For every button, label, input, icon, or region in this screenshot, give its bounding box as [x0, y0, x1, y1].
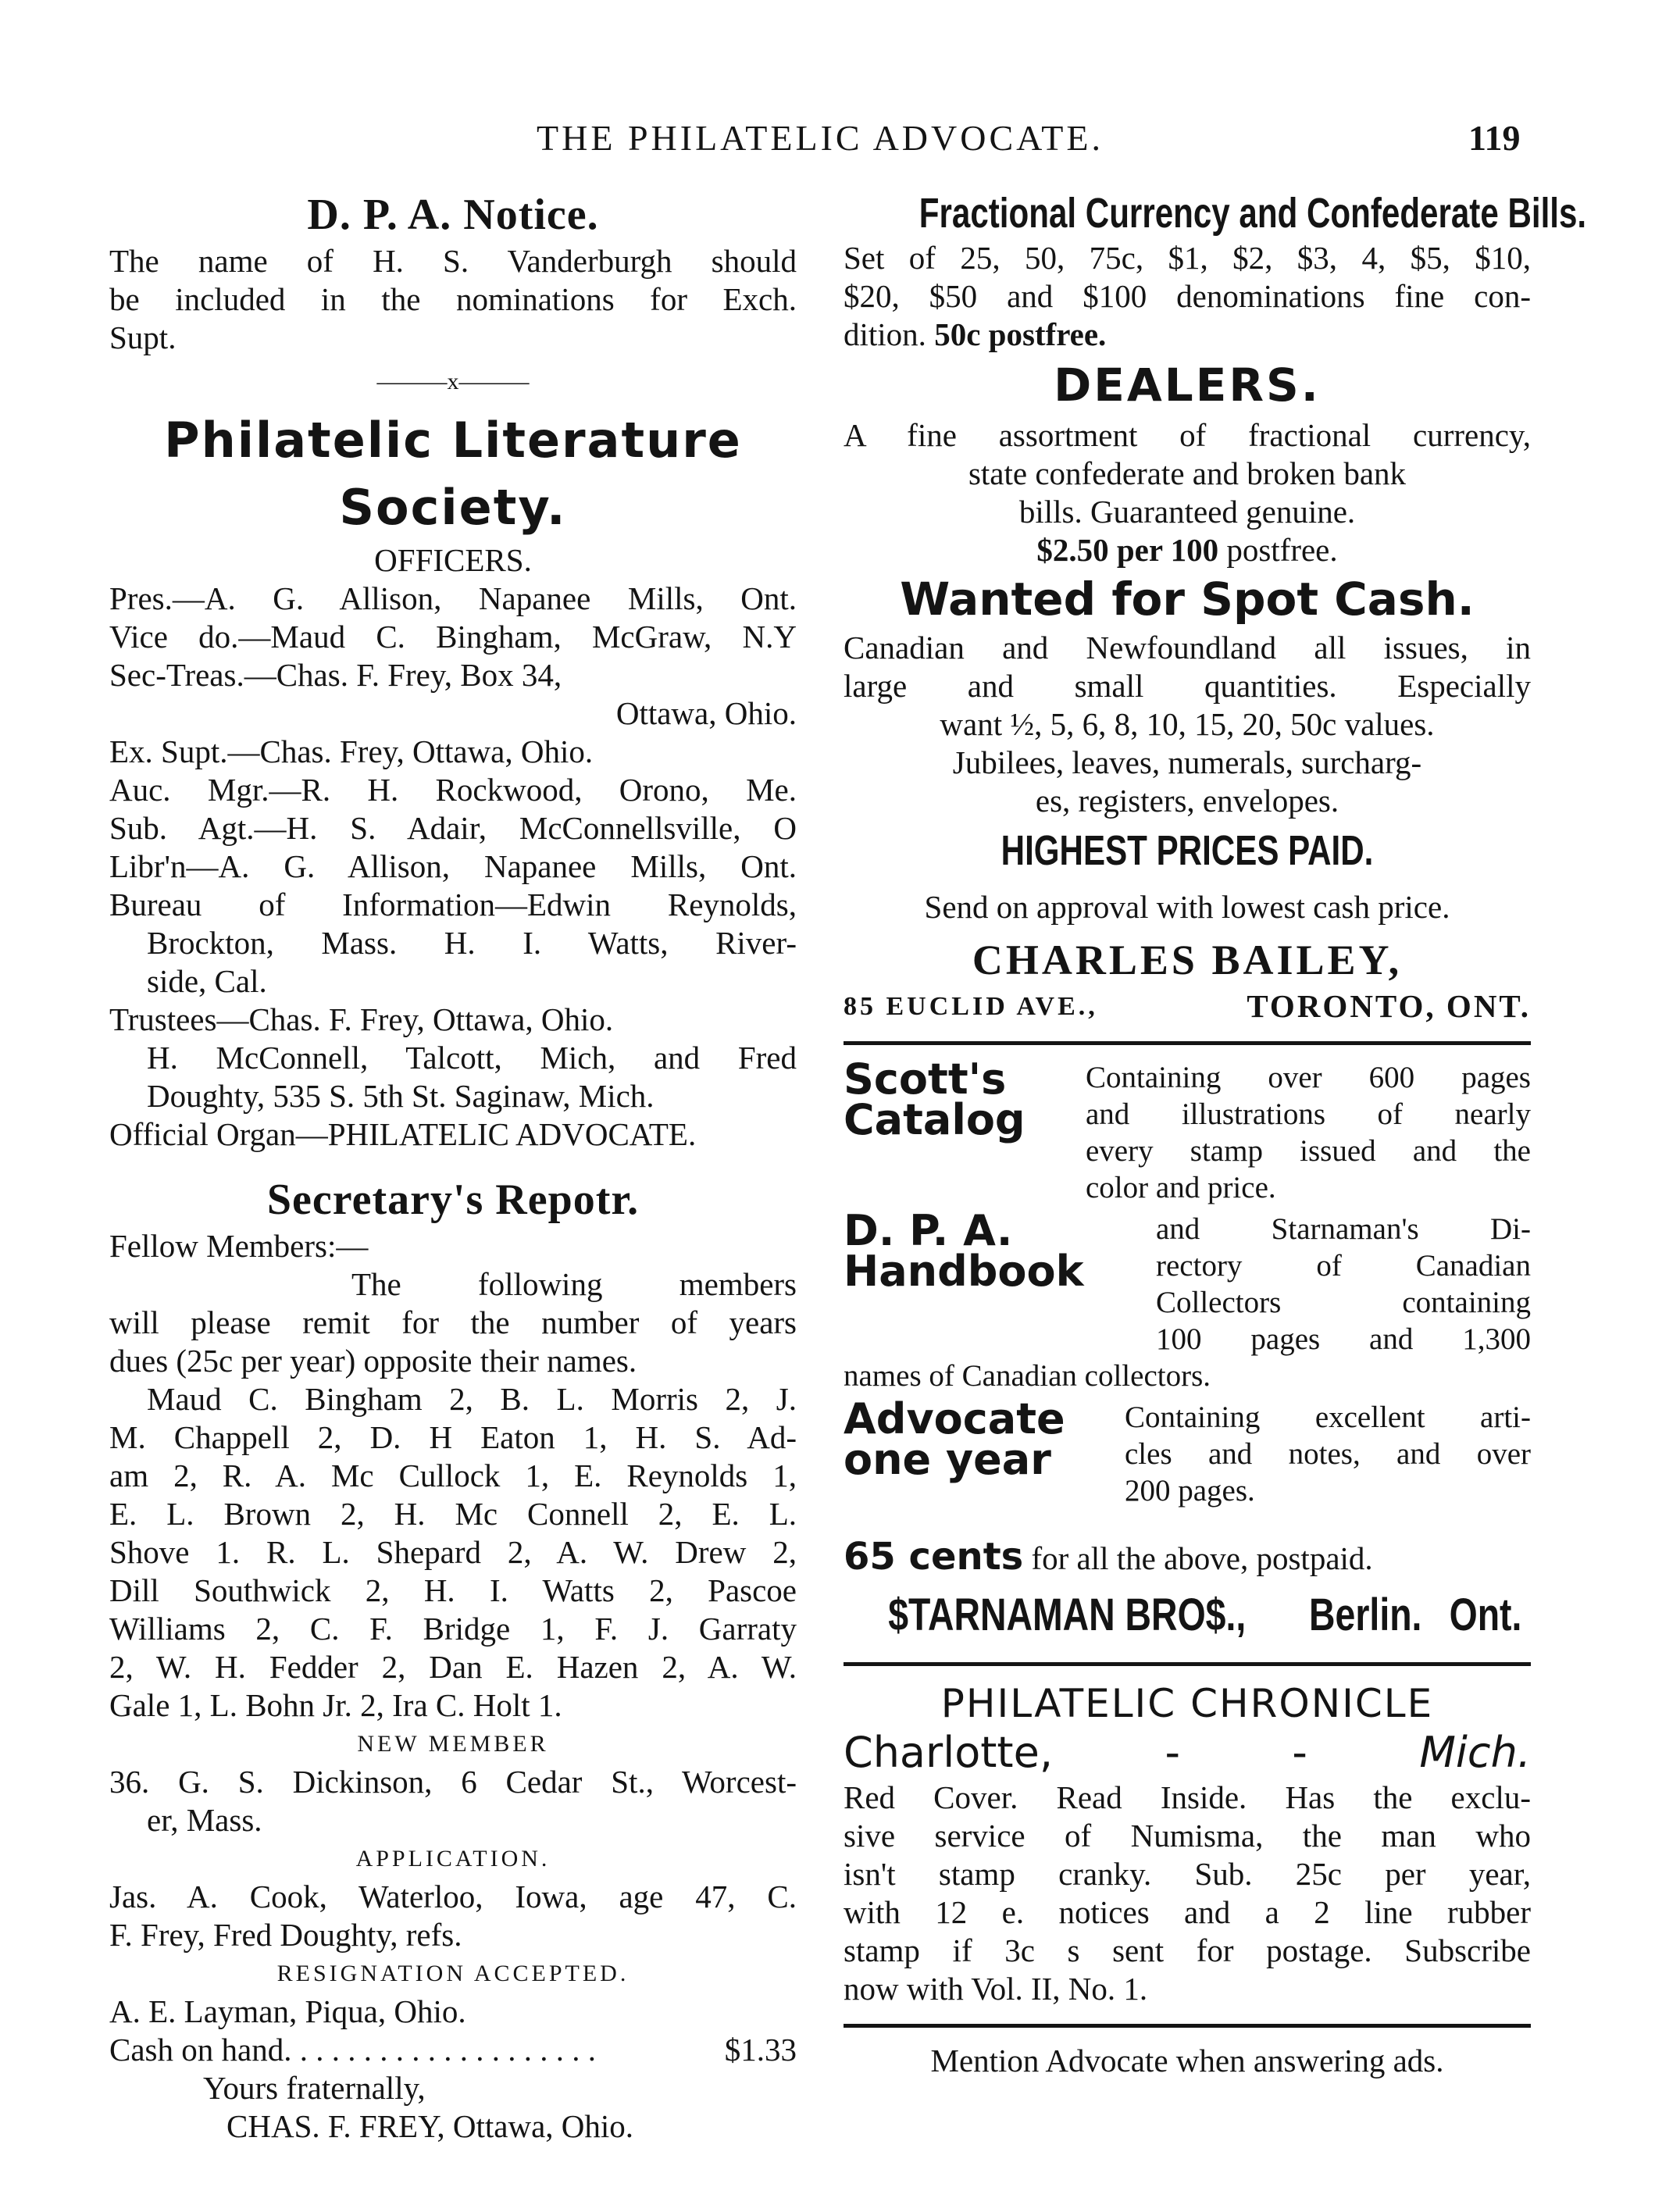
- chronicle-dash: -: [1165, 1728, 1180, 1777]
- dealers-title: DEALERS.: [1054, 359, 1321, 412]
- dpa-label: [844, 1206, 1084, 1296]
- officers-heading: OFFICERS.: [374, 542, 532, 578]
- chronicle-city: Charlotte,: [844, 1728, 1053, 1777]
- advocate-label: [844, 1394, 1065, 1484]
- chronicle-line: now with Vol. II, No. 1.: [844, 1971, 1148, 2007]
- chronicle-state: Mich.: [1419, 1728, 1531, 1777]
- offer-text: for all the above, postpaid.: [1031, 1540, 1373, 1576]
- dpa-ad: [844, 1206, 1531, 1358]
- dpa-text: [1156, 1211, 1531, 1358]
- right-column: [844, 187, 1587, 2080]
- officer-line: Vice do.—Maud C. Bingham, McGraw, N.Y: [109, 619, 797, 655]
- starnaman-city: Berlin.: [1309, 1590, 1422, 1640]
- report-line: Maud C. Bingham 2, B. L. Morris 2, J.: [147, 1381, 797, 1417]
- divider: [844, 1041, 1531, 1045]
- divider: [844, 2024, 1531, 2028]
- report-line: Dill Southwick 2, H. I. Watts 2, Pascoe: [109, 1572, 797, 1608]
- advocate-label-line: Advocate: [844, 1394, 1065, 1443]
- dealers-line: bills. Guaranteed genuine.: [1018, 494, 1356, 530]
- approval-line: Send on approval with lowest cash price.: [924, 889, 1450, 925]
- dealers-price: $2.50 per 100: [1036, 532, 1219, 568]
- chronicle-line: isn't stamp cranky. Sub. 25c per year,: [844, 1856, 1531, 1892]
- dpa-tail: names of Canadian collectors.: [844, 1359, 1211, 1393]
- starnaman-prov: Ont.: [1449, 1590, 1522, 1640]
- advocate-line: cles and notes, and over: [1125, 1437, 1531, 1471]
- application-line: Jas. A. Cook, Waterloo, Iowa, age 47, C.: [109, 1879, 797, 1914]
- cash-value: $1.33: [724, 2032, 797, 2068]
- officer-line: Doughty, 535 S. 5th St. Saginaw, Mich.: [147, 1078, 655, 1114]
- advocate-label-line: one year: [844, 1435, 1051, 1484]
- separator: ———x———: [376, 369, 530, 394]
- scotts-label-line: Scott's: [844, 1054, 1007, 1104]
- notice-line: The name of H. S. Vanderburgh should: [109, 243, 797, 279]
- dpa-line: Collectors containing: [1156, 1286, 1531, 1319]
- fractional-line: $20, $50 and $100 denominations fine con-: [844, 278, 1531, 314]
- bailey-city: TORONTO, ONT.: [1247, 988, 1531, 1024]
- officer-line: Ex. Supt.—Chas. Frey, Ottawa, Ohio.: [109, 733, 594, 769]
- dpa-line: and Starnaman's Di-: [1156, 1212, 1531, 1246]
- wanted-line: Canadian and Newfoundland all issues, in: [844, 630, 1531, 665]
- fractional-last-line: [844, 316, 1531, 354]
- application-line: F. Frey, Fred Doughty, refs.: [109, 1917, 462, 1953]
- page-number: 119: [1468, 118, 1521, 158]
- chronicle-line: with 12 e. notices and a 2 line rubber: [844, 1894, 1531, 1930]
- fractional-last-text: dition.: [844, 316, 926, 352]
- application-heading: APPLICATION.: [355, 1846, 551, 1872]
- dealers-line: A fine assortment of fractional currency,: [844, 417, 1531, 453]
- officer-line: Libr'n—A. G. Allison, Napanee Mills, Ont.: [109, 848, 797, 884]
- scotts-line: and illustrations of nearly: [1086, 1097, 1531, 1131]
- officer-line: Sub. Agt.—H. S. Adair, McConnellsville, O: [109, 810, 797, 846]
- officer-line: Pres.—A. G. Allison, Napanee Mills, Ont.: [109, 580, 797, 616]
- officer-line: Bureau of Information—Edwin Reynolds,: [109, 887, 797, 922]
- chronicle-line: stamp if 3c s sent for postage. Subscribe: [844, 1932, 1531, 1968]
- officer-line: Auc. Mgr.—R. H. Rockwood, Orono, Me.: [109, 772, 797, 808]
- wanted-line: want ½, 5, 6, 8, 10, 15, 20, 50c values.: [940, 706, 1435, 742]
- report-line: am 2, R. A. Mc Cullock 1, E. Reynolds 1,: [109, 1458, 797, 1493]
- report-greeting: Fellow Members:—: [109, 1228, 369, 1264]
- officer-line: Official Organ—PHILATELIC ADVOCATE.: [109, 1116, 697, 1152]
- divider: [844, 1662, 1531, 1666]
- report-line: will please remit for the number of years: [109, 1304, 797, 1340]
- scotts-label: [844, 1054, 1025, 1144]
- offer-line: [844, 1531, 1531, 1584]
- report-line: Gale 1, L. Bohn Jr. 2, Ira C. Holt 1.: [109, 1687, 562, 1723]
- offer-price: 65 cents: [844, 1535, 1024, 1579]
- report-line: M. Chappell 2, D. H Eaton 1, H. S. Ad-: [109, 1419, 797, 1455]
- officer-line: side, Cal.: [147, 963, 267, 999]
- new-member-line: er, Mass.: [147, 1802, 262, 1838]
- resignation-heading: RESIGNATION ACCEPTED.: [276, 1961, 630, 1986]
- dpa-line: rectory of Canadian: [1156, 1249, 1531, 1283]
- chronicle-title: PHILATELIC CHRONICLE: [940, 1681, 1434, 1726]
- wanted-title: Wanted for Spot Cash.: [900, 573, 1475, 626]
- advocate-text: [1125, 1399, 1531, 1509]
- signature: CHAS. F. FREY, Ottawa, Ohio.: [226, 2108, 634, 2144]
- starnaman-line: [844, 1584, 1531, 1647]
- scotts-ad: [844, 1054, 1531, 1206]
- officer-line: Sec-Treas.—Chas. F. Frey, Box 34,: [109, 657, 562, 693]
- bailey-address: [844, 987, 1531, 1026]
- notice-title: D. P. A. Notice.: [307, 191, 599, 239]
- society-title: Philatelic Literature: [164, 412, 742, 469]
- report-line: E. L. Brown 2, H. Mc Connell 2, E. L.: [109, 1496, 797, 1532]
- dealers-line: state confederate and broken bank: [968, 455, 1407, 491]
- advocate-ad: [844, 1394, 1531, 1509]
- fractional-price: 50c postfree.: [934, 316, 1107, 352]
- wanted-line: Jubilees, leaves, numerals, surcharg-: [952, 744, 1422, 780]
- closing: Yours fraternally,: [203, 2070, 426, 2106]
- new-member-line: 36. G. S. Dickinson, 6 Cedar St., Worcest-: [109, 1764, 797, 1800]
- running-head: [0, 117, 1680, 164]
- notice-line: Supt.: [109, 319, 177, 355]
- report-line: 2, W. H. Fedder 2, Dan E. Hazen 2, A. W.: [109, 1649, 797, 1685]
- dealers-price-suffix: postfree.: [1226, 532, 1338, 568]
- advocate-line: 200 pages.: [1125, 1474, 1255, 1508]
- wanted-line: es, registers, envelopes.: [1035, 783, 1339, 819]
- dpa-label-line: D. P. A.: [844, 1206, 1013, 1255]
- journal-title: THE PHILATELIC ADVOCATE.: [537, 118, 1104, 158]
- scotts-label-line: Catalog: [844, 1095, 1025, 1144]
- scotts-line: every stamp issued and the: [1086, 1134, 1531, 1168]
- left-column: [109, 187, 797, 2146]
- report-line: dues (25c per year) opposite their names.: [109, 1343, 637, 1379]
- chronicle-line: sive service of Numisma, the man who: [844, 1818, 1531, 1854]
- scotts-text: [1086, 1059, 1531, 1206]
- chronicle-dash: -: [1292, 1728, 1307, 1777]
- notice-line: be included in the nominations for Exch.: [109, 281, 797, 317]
- officer-line: Ottawa, Ohio.: [615, 695, 797, 731]
- resignation-line: A. E. Layman, Piqua, Ohio.: [109, 1993, 466, 2029]
- cash-row: [109, 2031, 797, 2069]
- dealers-price-line: [844, 531, 1531, 569]
- scotts-line: Containing over 600 pages: [1086, 1061, 1531, 1094]
- society-title-2: Society.: [339, 479, 567, 536]
- cash-label: Cash on hand. . . . . . . . . . . . . . . . . . . .: [109, 2032, 596, 2068]
- dpa-label-line: Handbook: [844, 1247, 1084, 1296]
- new-member-heading: NEW MEMBER: [357, 1731, 549, 1757]
- officer-line: H. McConnell, Talcott, Mich, and Fred: [147, 1040, 797, 1076]
- report-line: Shove 1. R. L. Shepard 2, A. W. Drew 2,: [109, 1534, 797, 1570]
- dpa-line: 100 pages and 1,300: [1156, 1322, 1531, 1356]
- advocate-line: Containing excellent arti-: [1125, 1401, 1531, 1434]
- report-line: Williams 2, C. F. Bridge 1, F. J. Garraty: [109, 1611, 797, 1647]
- report-line: The following members: [351, 1266, 797, 1302]
- starnaman-name: $TARNAMAN BRO$.,: [888, 1590, 1247, 1640]
- bailey-street: 85 EUCLID AVE.,: [844, 992, 1098, 1021]
- chronicle-line: Red Cover. Read Inside. Has the exclu-: [844, 1779, 1531, 1815]
- report-title: Secretary's Repotr.: [266, 1176, 640, 1224]
- wanted-line: large and small quantities. Especially: [844, 668, 1531, 704]
- highest-prices: HIGHEST PRICES PAID.: [1001, 827, 1374, 874]
- officer-line: Brockton, Mass. H. I. Watts, River-: [147, 925, 797, 961]
- chronicle-place: [844, 1727, 1531, 1779]
- scotts-line: color and price.: [1086, 1171, 1276, 1204]
- fractional-line: Set of 25, 50, 75c, $1, $2, $3, 4, $5, $10,: [844, 240, 1531, 276]
- mention-line: Mention Advocate when answering ads.: [930, 2043, 1444, 2078]
- bailey-name: CHARLES BAILEY,: [972, 937, 1403, 983]
- officer-line: Trustees—Chas. F. Frey, Ottawa, Ohio.: [109, 1001, 614, 1037]
- fractional-title: Fractional Currency and Confederate Bills.: [918, 190, 1587, 237]
